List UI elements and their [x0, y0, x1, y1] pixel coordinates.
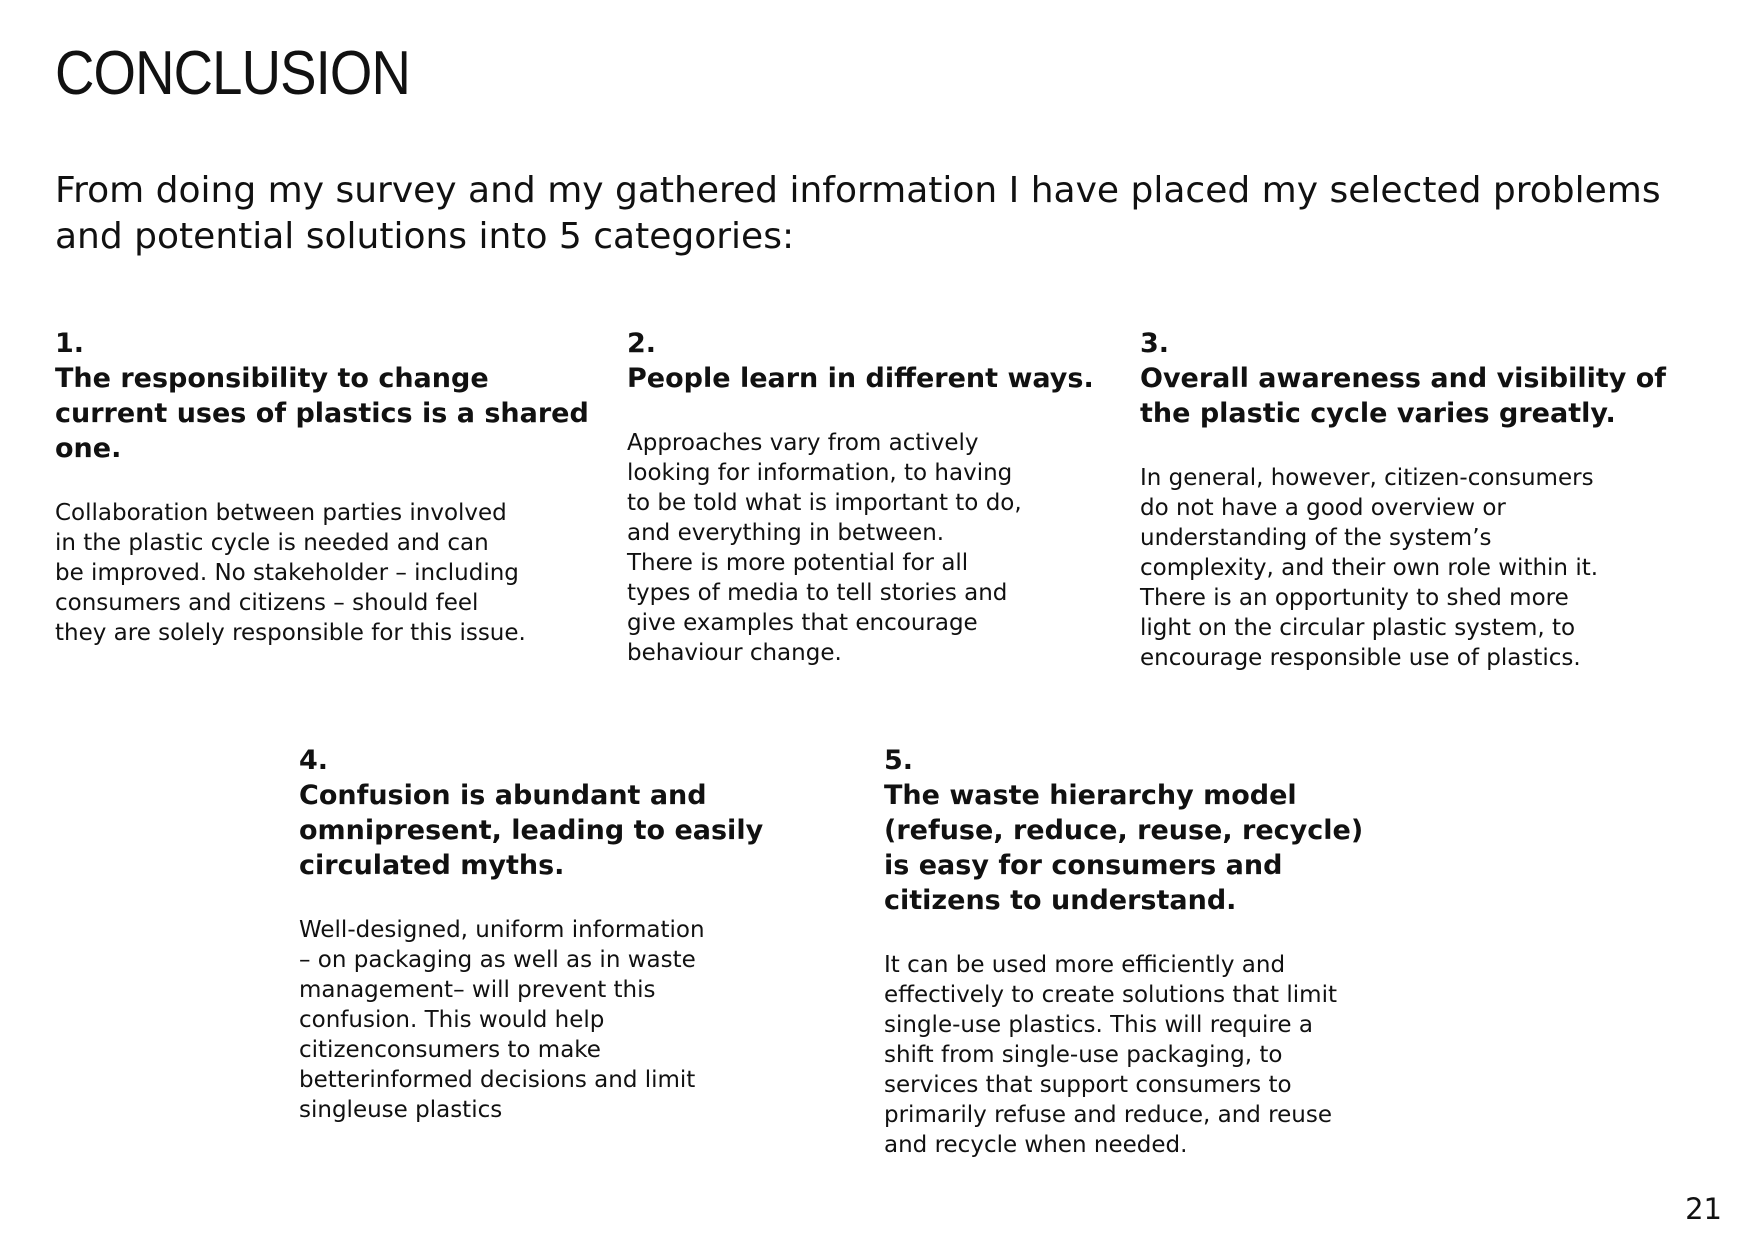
- intro-text: From doing my survey and my gathered information I have placed my selected problems and potential solutions into 5 categories:: [55, 170, 1661, 257]
- category-body: Well-designed, uniform information – on packaging as well as in waste management– will prevent this confusion. This would help citizenconsumers to make betterinformed decisions and limit singleuse plastics: [299, 917, 705, 1123]
- category-heading: Overall awareness and visibility of the plastic cycle varies greatly.: [1140, 363, 1667, 429]
- category-body: Collaboration between parties involved in the plastic cycle is needed and can be improved. No stakeholder – including consumers and citizens – should feel they are solely responsible for this issue.: [55, 500, 526, 646]
- category-body: Approaches vary from actively looking for information, to having to be told what is important to do, and everything in between. There is more potential for all types of media to tell stories and give examples that encourage behaviour change.: [627, 430, 1022, 666]
- category-number: 5.: [884, 745, 914, 776]
- category-2: [627, 326, 1147, 668]
- category-number: 1.: [55, 328, 85, 359]
- category-body: It can be used more efficiently and effectively to create solutions that limit single-use plastics. This will require a shift from single-use packaging, to services that support consumers to primarily refuse and reduce, and reuse and recycle when needed.: [884, 952, 1337, 1158]
- category-number: 4.: [299, 745, 329, 776]
- page-number: 21: [1685, 1192, 1722, 1226]
- category-5: [884, 743, 1444, 1160]
- category-1: [55, 326, 595, 648]
- category-heading: People learn in different ways.: [627, 363, 1094, 394]
- category-4: [299, 743, 819, 1125]
- category-heading: The responsibility to change current uses of plastics is a shared one.: [55, 363, 589, 464]
- category-heading: Confusion is abundant and omnipresent, leading to easily circulated myths.: [299, 780, 764, 881]
- category-heading: The waste hierarchy model (refuse, reduce, reuse, recycle) is easy for consumers and citizens to understand.: [884, 780, 1364, 916]
- category-number: 3.: [1140, 328, 1170, 359]
- category-3: [1140, 326, 1740, 673]
- category-number: 2.: [627, 328, 657, 359]
- page-title: CONCLUSION: [55, 39, 410, 108]
- category-body: In general, however, citizen-consumers do not have a good overview or understanding of the system’s complexity, and their own role within it. There is an opportunity to shed more light on the circular plastic system, to encourage responsible use of plastics.: [1140, 465, 1599, 671]
